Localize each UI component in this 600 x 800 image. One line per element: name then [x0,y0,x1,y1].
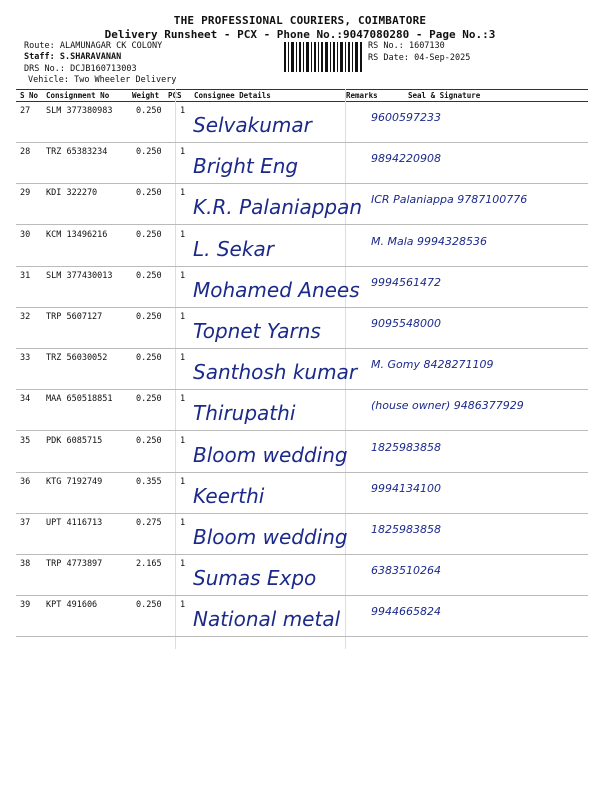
row-weight: 0.250 [136,147,162,158]
row-sno: 31 [20,270,31,281]
handwritten-consignee-name: Bloom wedding [193,525,348,549]
table-row [16,513,588,555]
handwritten-signature: 9994134100 [371,481,441,495]
row-weight: 0.250 [136,312,162,322]
row-consignment-no: KPT 491606 [46,600,98,611]
handwritten-consignee-name: Bright Eng [193,154,299,179]
handwritten-consignee-name: Santhosh kumar [193,360,358,385]
row-weight: 0.250 [136,270,162,281]
row-sno: 32 [20,312,31,322]
table-row [16,595,588,637]
handwritten-signature: M. Gomy 8428271109 [371,358,494,372]
row-consignment-no: PDK 6085715 [46,435,103,446]
row-consignment-no: TRZ 56030052 [46,353,108,364]
row-sno: 28 [20,147,31,158]
row-weight: 0.250 [136,435,162,446]
row-sno: 35 [20,435,31,446]
row-weight: 0.250 [136,229,162,240]
col-consignment: Consignment No [46,91,110,100]
row-consignment-no: KTG 7192749 [46,476,103,487]
row-sno: 37 [20,518,31,528]
route-value: ALAMUNAGAR CK COLONY [59,41,163,51]
row-consignment-no: MAA 650518851 [46,394,113,405]
row-pcs: 1 [180,270,186,281]
rs-no-line [368,41,445,52]
row-consignment-no: SLM 377430013 [46,270,113,281]
staff-line [24,52,121,63]
table-row [16,348,588,390]
row-sno: 39 [20,600,31,611]
table-row [16,554,588,596]
row-sno: 30 [20,229,31,240]
handwritten-signature: 9894220908 [371,152,441,166]
rs-no-value: 1607130 [408,41,445,51]
row-weight: 2.165 [136,559,162,570]
row-consignment-no: KCM 13496216 [46,229,108,240]
col-sno: S No [20,91,39,100]
table-row [16,472,588,514]
drs-line [24,64,137,75]
row-weight: 0.275 [136,518,162,528]
row-pcs: 1 [180,147,186,158]
handwritten-consignee-name: L. Sekar [193,236,274,261]
handwritten-signature: 1825983858 [371,523,441,536]
row-pcs: 1 [180,518,186,528]
vehicle-line [28,75,176,86]
col-signature: Seal & Signature [408,91,481,100]
rs-date-line [368,53,470,64]
drs-label: DRS No.: [24,64,65,74]
row-weight: 0.355 [136,476,162,487]
handwritten-consignee-name: Bloom wedding [193,442,348,467]
row-pcs: 1 [180,394,186,405]
row-pcs: 1 [180,559,186,570]
barcode-image [284,42,364,72]
handwritten-consignee-name: Keerthi [193,483,265,508]
table-row [16,101,588,143]
row-weight: 0.250 [136,353,162,364]
row-sno: 34 [20,394,31,405]
rs-date-label: RS Date: [368,53,409,63]
row-weight: 0.250 [136,106,162,116]
col-weight: Weight [132,91,160,100]
row-consignment-no: UPT 4116713 [46,518,103,528]
handwritten-consignee-name: Sumas Expo [193,566,317,591]
vehicle-label: Vehicle: [28,75,69,85]
table-row [16,389,588,431]
route-label: Route: [24,41,55,51]
handwritten-consignee-name: Thirupathi [193,401,296,426]
handwritten-consignee-name: National metal [193,607,341,632]
table-row [16,142,588,184]
row-pcs: 1 [180,600,186,611]
handwritten-signature: 9994561472 [371,275,441,289]
rs-no-label: RS No.: [368,41,404,51]
col-remarks: Remarks [346,91,378,100]
row-sno: 27 [20,106,31,116]
table-row [16,266,588,308]
handwritten-signature: 9600597233 [371,111,441,124]
row-weight: 0.250 [136,394,162,405]
row-consignment-no: TRP 5607127 [46,312,103,322]
handwritten-consignee-name: Selvakumar [193,113,312,137]
handwritten-signature: 1825983858 [371,440,441,454]
row-consignment-no: TRP 4773897 [46,559,103,570]
handwritten-consignee-name: Mohamed Anees [193,277,360,302]
document-subtitle: Delivery Runsheet - PCX - Phone No.:9047080280 - Page No.:3 [104,28,496,41]
drs-value: DCJB160713003 [70,64,137,74]
row-consignment-no: SLM 377380983 [46,106,113,116]
col-pcs: PCS [168,91,182,100]
handwritten-signature: M. Mala 9994328536 [371,234,487,248]
row-sno: 38 [20,559,31,570]
handwritten-signature: (house owner) 9486377929 [371,399,524,413]
route-line [24,41,162,52]
row-pcs: 1 [180,353,186,364]
handwritten-consignee-name: K.R. Palaniappan [193,195,363,220]
row-weight: 0.250 [136,188,162,199]
row-pcs: 1 [180,188,186,199]
row-sno: 36 [20,476,31,487]
handwritten-signature: ICR Palaniappa 9787100776 [371,193,528,207]
table-row [16,225,588,267]
col-consignee: Consignee Details [194,91,271,100]
row-weight: 0.250 [136,600,162,611]
table-row [16,307,588,349]
table-row [16,183,588,225]
handwritten-signature: 6383510264 [371,564,441,578]
row-pcs: 1 [180,476,186,487]
handwritten-signature: 9095548000 [371,317,441,330]
rs-date-value: 04-Sep-2025 [414,53,471,63]
row-pcs: 1 [180,312,186,322]
vehicle-value: Two Wheeler Delivery [74,75,177,85]
row-sno: 29 [20,188,31,199]
row-pcs: 1 [180,229,186,240]
handwritten-signature: 9944665824 [371,605,441,619]
staff-label: Staff: [24,52,55,62]
document-title: THE PROFESSIONAL COURIERS, COIMBATORE [173,14,427,27]
row-pcs: 1 [180,106,186,116]
row-sno: 33 [20,353,31,364]
row-pcs: 1 [180,435,186,446]
row-consignment-no: TRZ 65383234 [46,147,108,158]
row-consignment-no: KDI 322270 [46,188,98,199]
handwritten-consignee-name: Topnet Yarns [193,319,321,343]
table-row [16,431,588,473]
staff-value: S.SHARAVANAN [59,52,122,62]
